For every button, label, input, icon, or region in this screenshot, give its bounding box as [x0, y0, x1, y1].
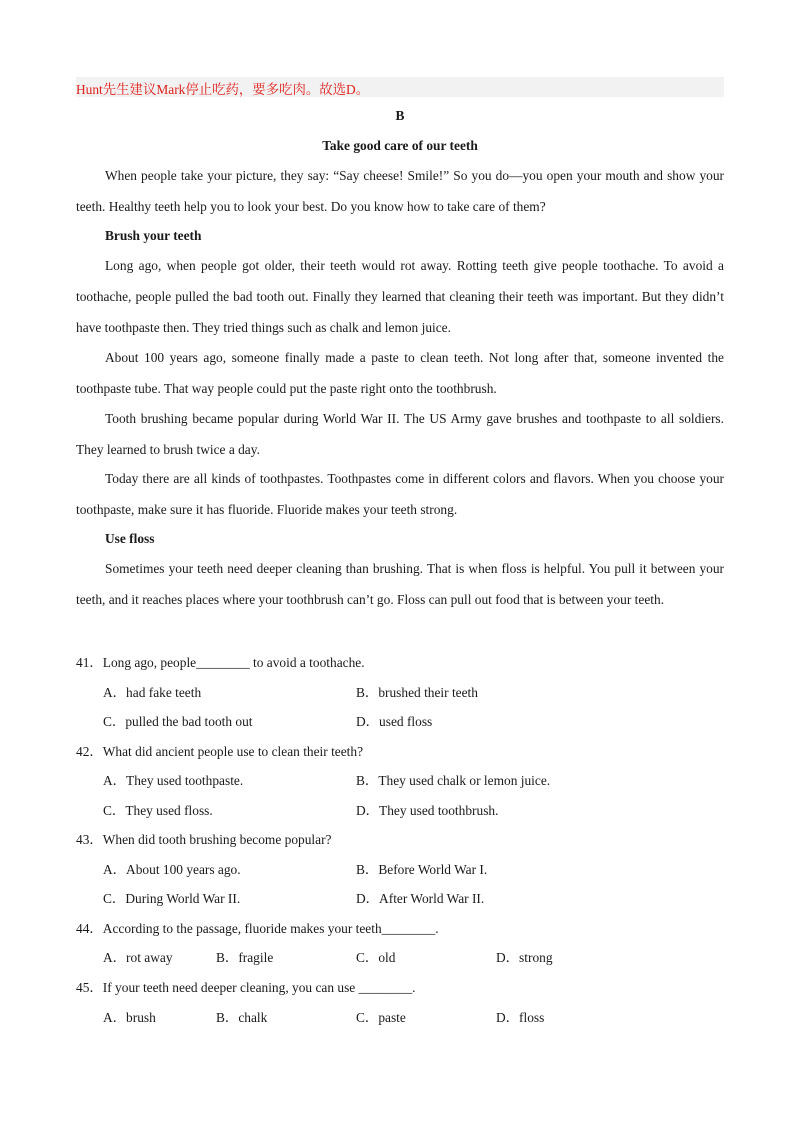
question-42: 42．What did ancient people use to clean their teeth?: [76, 744, 364, 759]
paragraph-intro: When people take your picture, they say: “Say cheese! Smile!” So you do—you open your mouth and show your teeth. Healthy teeth help you to look your best. Do you know how to take care of them?: [76, 168, 724, 214]
paragraph-toothpastes: Today there are all kinds of toothpastes. Toothpastes come in different colors and flavors. When you choose your toothpaste, make sure it has fluoride. Fluoride makes your teeth strong.: [76, 471, 724, 517]
q42-option-a: A．They used toothpaste.: [103, 773, 244, 788]
paragraph-long-ago: Long ago, when people got older, their teeth would rot away. Rotting teeth give people toothache. To avoid a toothache, people pulled the bad tooth out. Finally they learned that cleaning their teeth was important. But they didn’t have toothpaste then. They tried things such as chalk and lemon juice.: [76, 258, 724, 335]
q45-option-d: D．floss: [496, 1010, 545, 1025]
subheading-brush: Brush your teeth: [105, 228, 202, 243]
q41-option-d: D．used floss: [356, 714, 433, 729]
passage-title: Take good care of our teeth: [322, 138, 478, 153]
q42-option-c: C．They used floss.: [103, 803, 213, 818]
q43-option-b: B．Before World War I.: [356, 862, 488, 877]
q45-option-a: A．brush: [103, 1010, 156, 1025]
q44-option-c: C．old: [356, 950, 396, 965]
paragraph-floss: Sometimes your teeth need deeper cleaning than brushing. That is when floss is helpful. You pull it between your teeth, and it reaches places where your toothbrush can’t go. Floss can pull out food that is between your teeth.: [76, 561, 724, 607]
q45-option-b: B．chalk: [216, 1010, 268, 1025]
q42-option-b: B．They used chalk or lemon juice.: [356, 773, 551, 788]
q41-option-b: B．brushed their teeth: [356, 685, 478, 700]
answer-note: Hunt先生建议Mark停止吃药，要多吃肉。故选D。: [76, 82, 370, 97]
paragraph-world-war: Tooth brushing became popular during World War II. The US Army gave brushes and toothpaste to all soldiers. They learned to brush twice a day.: [76, 411, 724, 457]
question-43: 43．When did tooth brushing become popular?: [76, 832, 332, 847]
q43-option-c: C．During World War II.: [103, 891, 241, 906]
section-letter: B: [395, 108, 405, 123]
q44-option-d: D．strong: [496, 950, 553, 965]
question-44: 44．According to the passage, fluoride makes your teeth________.: [76, 921, 439, 936]
q44-option-a: A．rot away: [103, 950, 173, 965]
q43-option-d: D．After World War II.: [356, 891, 485, 906]
q41-option-a: A．had fake teeth: [103, 685, 202, 700]
q41-option-c: C．pulled the bad tooth out: [103, 714, 253, 729]
q43-option-a: A．About 100 years ago.: [103, 862, 241, 877]
q45-option-c: C．paste: [356, 1010, 406, 1025]
q44-option-b: B．fragile: [216, 950, 274, 965]
subheading-floss: Use floss: [105, 531, 155, 546]
paragraph-100-years: About 100 years ago, someone finally made a paste to clean teeth. Not long after that, someone invented the toothpaste tube. That way people could put the paste right onto the toothbrush.: [76, 350, 724, 396]
question-41: 41．Long ago, people________ to avoid a toothache.: [76, 655, 365, 670]
question-45: 45．If your teeth need deeper cleaning, you can use ________.: [76, 980, 416, 995]
q42-option-d: D．They used toothbrush.: [356, 803, 499, 818]
